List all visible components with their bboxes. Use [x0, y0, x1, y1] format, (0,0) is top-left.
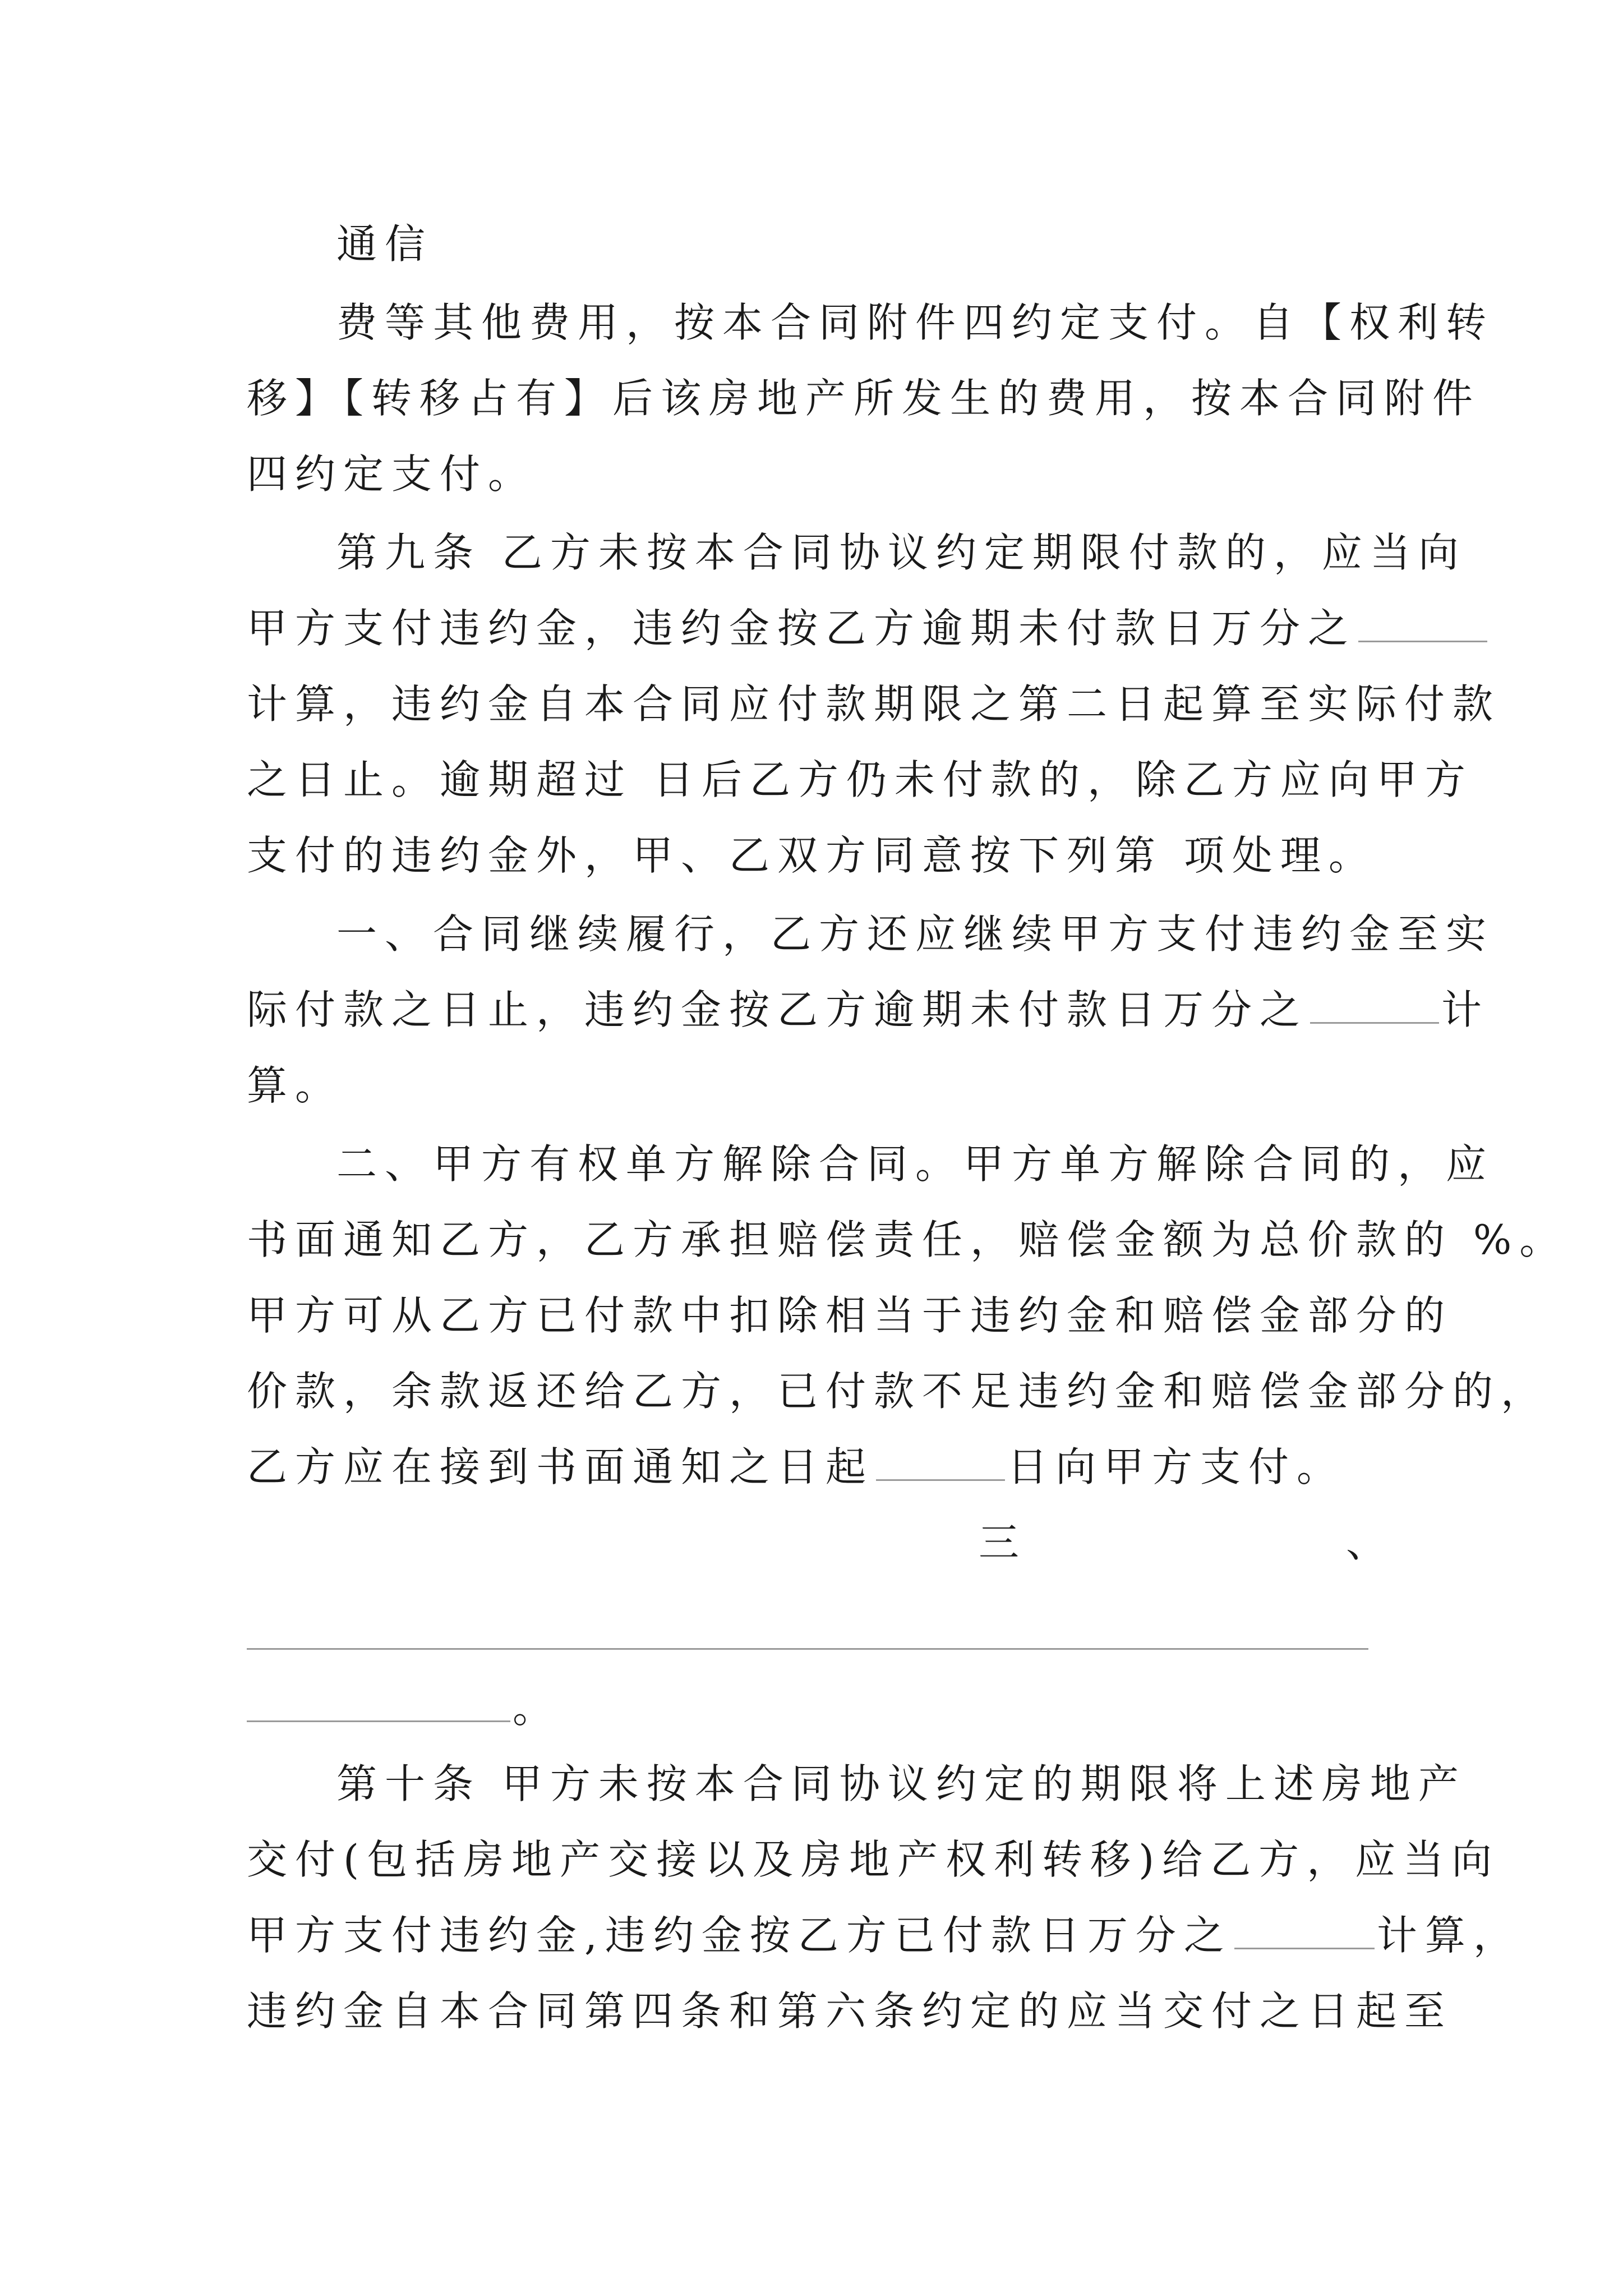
text-line: 价款，余款返还给乙方，已付款不足违约金和赔偿金部分的，: [247, 1368, 1550, 1415]
text-line: 交付(包括房地产交接以及房地产权利转移)给乙方，应当向: [247, 1836, 1500, 1883]
text-segment: 乙方应在接到书面通知之日起: [247, 1443, 874, 1490]
article-10-heading-line: 第十条 甲方未按本合同协议约定的期限将上述房地产: [336, 1760, 1467, 1807]
text-line: [247, 595, 1391, 662]
fill-in-blank[interactable]: [1310, 982, 1439, 1024]
text-line: 违约金自本合同第四条和第六条约定的应当交付之日起至: [247, 1987, 1453, 2035]
text-line: [247, 1674, 1391, 1742]
fill-in-blank[interactable]: [247, 1680, 510, 1722]
article-9-heading-line: 第九条 乙方未按本合同协议约定期限付款的，应当向: [336, 529, 1467, 576]
text-line: 费等其他费用，按本合同附件四约定支付。自【权利转: [336, 299, 1495, 346]
fill-in-blank[interactable]: [1358, 600, 1487, 642]
text-segment: 日向甲方支付。: [1007, 1443, 1345, 1490]
text-line: 甲方可从乙方已付款中扣除相当于违约金和赔偿金部分的: [247, 1292, 1453, 1339]
text-segment: 计算，: [1376, 1912, 1521, 1959]
text-line: 之日止。逾期超过 日后乙方仍未付款的，除乙方应向甲方: [247, 756, 1473, 803]
text-line: 通信: [336, 220, 434, 268]
text-line: 书面通知乙方，乙方承担赔偿责任，赔偿金额为总价款的 %。: [247, 1216, 1568, 1263]
text-line: [247, 1433, 1391, 1501]
fill-in-blank[interactable]: [1234, 1907, 1375, 1949]
text-line: 算。: [247, 1062, 344, 1109]
text-line: 移】【转移占有】后该房地产所发生的费用，按本合同附件: [247, 375, 1481, 422]
fill-in-blank-long[interactable]: [247, 1648, 1368, 1650]
option-3-separator: 、: [1346, 1519, 1387, 1566]
text-segment: 甲方支付违约金,违约金按乙方已付款日万分之: [247, 1912, 1232, 1959]
fill-in-blank[interactable]: [876, 1439, 1005, 1481]
text-line: 计算，违约金自本合同应付款期限之第二日起算至实际付款: [247, 680, 1501, 728]
text-segment: 甲方支付违约金，违约金按乙方逾期未付款日万分之: [247, 605, 1357, 652]
text-line: 四约定支付。: [247, 450, 537, 498]
option-3-number: 三: [979, 1519, 1020, 1566]
text-line: 支付的违约金外，甲、乙双方同意按下列第 项处理。: [247, 832, 1377, 879]
text-segment: 际付款之日止，违约金按乙方逾期未付款日万分之: [247, 986, 1308, 1033]
text-line: [247, 976, 1490, 1043]
text-segment: 。: [513, 1685, 561, 1732]
option-2-line: 二、甲方有权单方解除合同。甲方单方解除合同的，应: [336, 1140, 1495, 1188]
text-segment: 计: [1441, 986, 1490, 1033]
text-line: [247, 1902, 1521, 1969]
option-1-line: 一、合同继续履行，乙方还应继续甲方支付违约金至实: [336, 910, 1495, 958]
